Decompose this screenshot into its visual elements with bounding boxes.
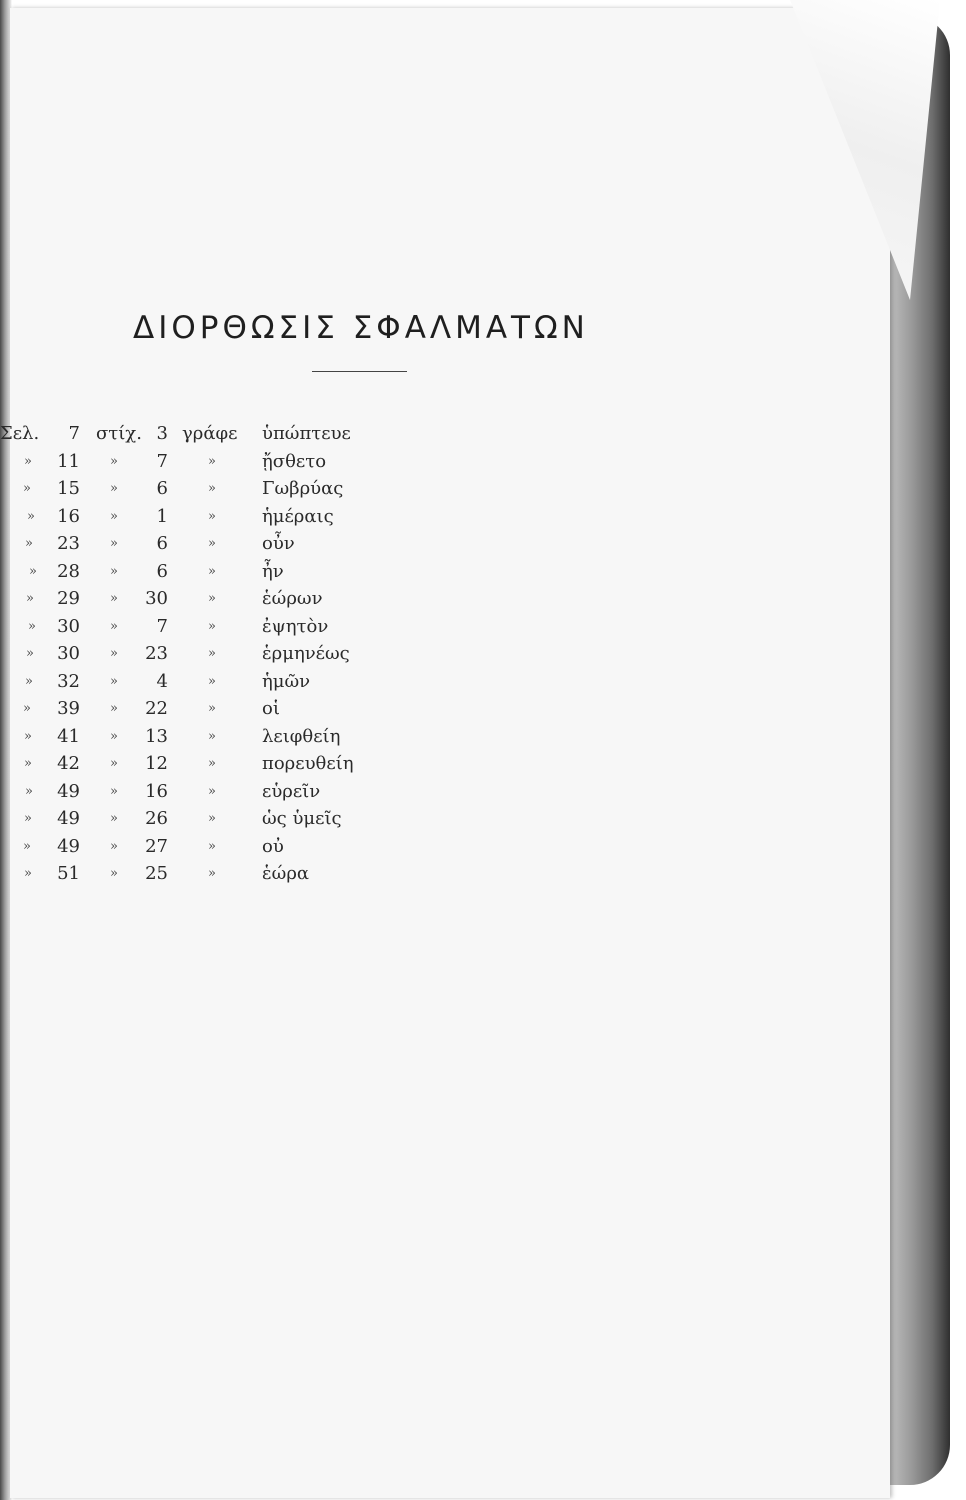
page-number: 49 bbox=[57, 808, 80, 829]
line-number: 12 bbox=[145, 753, 168, 774]
page-number: 32 bbox=[57, 670, 80, 692]
page-number: 51 bbox=[57, 863, 80, 884]
read-ditto-mark: » bbox=[208, 701, 216, 716]
errata-row bbox=[0, 778, 420, 806]
line-ditto-mark: » bbox=[110, 618, 118, 634]
corrected-word: ἡμέραις bbox=[262, 505, 334, 527]
page-ditto-mark: » bbox=[26, 591, 34, 606]
errata-row bbox=[0, 503, 420, 531]
line-number: 16 bbox=[145, 780, 168, 802]
corrected-word: ὑπώπτευε bbox=[262, 423, 351, 444]
line-ditto-mark: » bbox=[110, 756, 118, 771]
read-ditto-mark: » bbox=[208, 756, 216, 771]
line-ditto-mark: » bbox=[110, 536, 118, 551]
page-ditto-mark: » bbox=[23, 481, 31, 496]
errata-row bbox=[0, 448, 420, 476]
line-number: 6 bbox=[156, 560, 168, 582]
errata-row bbox=[0, 805, 420, 833]
errata-row bbox=[0, 530, 420, 558]
corrected-word: οἱ bbox=[262, 698, 280, 719]
corrected-word: ᾔσθετο bbox=[262, 450, 327, 472]
page-ditto-mark: » bbox=[28, 618, 36, 634]
page-number: 28 bbox=[57, 560, 80, 582]
corrected-word: ἡμῶν bbox=[262, 670, 311, 692]
line-label: στίχ. bbox=[96, 423, 142, 444]
errata-row bbox=[0, 558, 420, 586]
line-number: 1 bbox=[156, 505, 168, 527]
page-number: 16 bbox=[57, 505, 80, 527]
line-number: 7 bbox=[156, 450, 168, 472]
line-number: 30 bbox=[145, 588, 168, 609]
read-ditto-mark: » bbox=[208, 673, 216, 689]
page-number: 49 bbox=[57, 780, 80, 802]
line-number: 25 bbox=[145, 863, 168, 884]
page-ditto-mark: » bbox=[24, 756, 32, 771]
page-ditto-mark: » bbox=[24, 811, 32, 826]
corrected-word: ὡς ὑμεῖς bbox=[262, 808, 342, 829]
corrected-word: ἐψητὸν bbox=[262, 615, 329, 637]
errata-row bbox=[0, 475, 420, 503]
read-ditto-mark: » bbox=[208, 838, 216, 854]
errata-row bbox=[0, 750, 420, 778]
read-ditto-mark: » bbox=[208, 563, 216, 579]
corrected-word: οὖν bbox=[262, 533, 295, 554]
page-ditto-mark: » bbox=[25, 783, 33, 799]
read-label: γράφε bbox=[182, 423, 238, 444]
read-ditto-mark: » bbox=[208, 866, 216, 881]
read-ditto-mark: » bbox=[208, 591, 216, 606]
page-ditto-mark: » bbox=[24, 866, 32, 881]
page-number: 15 bbox=[57, 478, 80, 499]
corrected-word: Γωβρύας bbox=[262, 478, 344, 499]
page-number: 30 bbox=[57, 615, 80, 637]
errata-row bbox=[0, 723, 420, 751]
line-number: 6 bbox=[156, 533, 168, 554]
page-label: Σελ. bbox=[0, 423, 40, 444]
errata-row bbox=[0, 585, 420, 613]
line-ditto-mark: » bbox=[110, 481, 118, 496]
line-ditto-mark: » bbox=[110, 646, 118, 661]
line-number: 7 bbox=[156, 615, 168, 637]
corrected-word: ἦν bbox=[262, 560, 284, 582]
line-ditto-mark: » bbox=[110, 701, 118, 716]
read-ditto-mark: » bbox=[208, 481, 216, 496]
page-number: 29 bbox=[57, 588, 80, 609]
line-ditto-mark: » bbox=[110, 508, 118, 524]
page-number: 11 bbox=[57, 450, 80, 472]
line-number: 4 bbox=[156, 670, 168, 692]
line-ditto-mark: » bbox=[110, 811, 118, 826]
corrected-word: πορευθείη bbox=[262, 753, 354, 774]
errata-row bbox=[0, 860, 420, 888]
read-ditto-mark: » bbox=[208, 728, 216, 744]
corrected-word: ἑρμηνέως bbox=[262, 643, 350, 664]
page-ditto-mark: » bbox=[29, 563, 37, 579]
page-number: 7 bbox=[68, 423, 80, 444]
page-ditto-mark: » bbox=[23, 701, 31, 716]
errata-rows bbox=[0, 448, 420, 888]
errata-row bbox=[0, 613, 420, 641]
page-ditto-mark: » bbox=[25, 673, 33, 689]
page-ditto-mark: » bbox=[25, 536, 33, 551]
page-number: 23 bbox=[57, 533, 80, 554]
line-ditto-mark: » bbox=[110, 563, 118, 579]
read-ditto-mark: » bbox=[208, 811, 216, 826]
errata-header-row bbox=[0, 420, 420, 448]
line-ditto-mark: » bbox=[110, 673, 118, 689]
read-ditto-mark: » bbox=[208, 508, 216, 524]
page-ditto-mark: » bbox=[24, 728, 32, 744]
page-number: 39 bbox=[57, 698, 80, 719]
page-number: 49 bbox=[57, 835, 80, 857]
read-ditto-mark: » bbox=[208, 783, 216, 799]
line-ditto-mark: » bbox=[110, 838, 118, 854]
line-number: 27 bbox=[145, 835, 168, 857]
read-ditto-mark: » bbox=[208, 646, 216, 661]
errata-row bbox=[0, 833, 420, 861]
page-number: 42 bbox=[57, 753, 80, 774]
page-ditto-mark: » bbox=[27, 508, 35, 524]
corrected-word: οὐ bbox=[262, 835, 284, 857]
errata-row bbox=[0, 668, 420, 696]
corrected-word: λειφθείη bbox=[262, 725, 341, 747]
line-number: 23 bbox=[145, 643, 168, 664]
read-ditto-mark: » bbox=[208, 453, 216, 469]
page-ditto-mark: » bbox=[23, 838, 31, 854]
page-number: 41 bbox=[57, 725, 80, 747]
line-ditto-mark: » bbox=[110, 591, 118, 606]
page-ditto-mark: » bbox=[24, 453, 32, 469]
corrected-word: εὑρεῖν bbox=[262, 780, 321, 802]
errata-row bbox=[0, 695, 420, 723]
errata-table bbox=[0, 420, 420, 888]
errata-title: ΔΙΟΡΘΩΣΙΣ ΣΦΑΛΜΑΤΩΝ bbox=[133, 310, 589, 346]
corrected-word: ἑώρων bbox=[262, 588, 323, 609]
line-ditto-mark: » bbox=[110, 728, 118, 744]
read-ditto-mark: » bbox=[208, 618, 216, 634]
line-ditto-mark: » bbox=[110, 783, 118, 799]
page-ditto-mark: » bbox=[26, 646, 34, 661]
corrected-word: ἑώρα bbox=[262, 863, 310, 884]
page-number: 30 bbox=[57, 643, 80, 664]
line-ditto-mark: » bbox=[110, 453, 118, 469]
line-number: 3 bbox=[156, 423, 168, 444]
line-number: 26 bbox=[145, 808, 168, 829]
line-number: 13 bbox=[145, 725, 168, 747]
errata-row bbox=[0, 640, 420, 668]
title-rule bbox=[312, 371, 407, 372]
line-ditto-mark: » bbox=[110, 866, 118, 881]
read-ditto-mark: » bbox=[208, 536, 216, 551]
line-number: 6 bbox=[156, 478, 168, 499]
line-number: 22 bbox=[145, 698, 168, 719]
